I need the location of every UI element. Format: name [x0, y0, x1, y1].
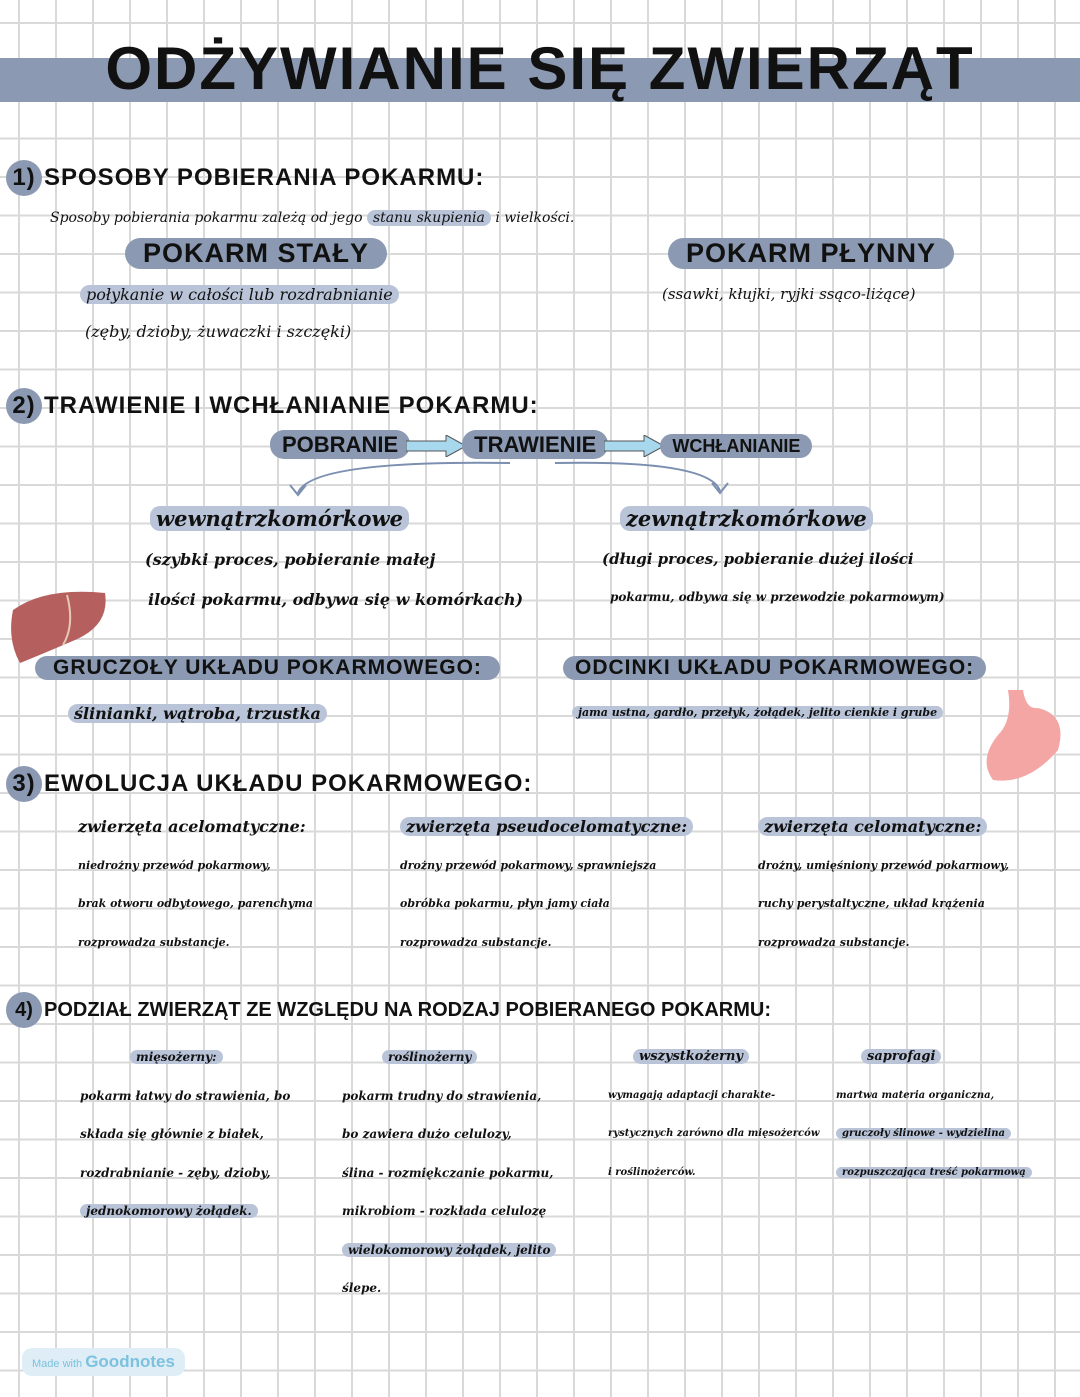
column-title: mięsożerny: — [130, 1050, 223, 1064]
column-line: rozprowadza substancje. — [78, 935, 230, 949]
solid-food-title: POKARM STAŁY — [125, 238, 387, 269]
column-line: mikrobiom - rozkłada celulozę — [342, 1204, 547, 1218]
column-line: gruczoły ślinowe - wydzielina — [836, 1128, 1011, 1139]
heading-text: PODZIAŁ ZWIERZĄT ZE WZGLĘDU NA RODZAJ POBIERANEGO POKARMU: — [44, 999, 772, 1021]
glands-text: ślinianki, wątroba, trzustka — [68, 704, 327, 723]
column-line: obróbka pokarmu, płyn jamy ciała — [400, 897, 610, 910]
section-2-heading — [6, 388, 539, 424]
column-line: brak otworu odbytowego, parenchyma — [78, 897, 314, 910]
column-line: drożny przewód pokarmowy, sprawniejsza — [400, 858, 657, 872]
flow-step: WCHŁANIANIE — [660, 434, 812, 458]
heading-text: EWOLUCJA UKŁADU POKARMOWEGO: — [44, 770, 533, 797]
goodnotes-badge — [22, 1348, 185, 1376]
evolution-column — [400, 808, 693, 962]
intro-a: Sposoby pobierania pokarmu zależą od jego — [50, 210, 367, 226]
section-4-heading — [6, 992, 771, 1028]
flow-step: TRAWIENIE — [462, 430, 608, 459]
intracellular-line-2: ilości pokarmu, odbywa się w komórkach) — [148, 590, 524, 609]
glands-title: GRUCZOŁY UKŁADU POKARMOWEGO: — [35, 656, 500, 680]
extracellular-title: zewnątrzkomórkowe — [620, 506, 873, 531]
heading-text: SPOSOBY POBIERANIA POKARMU: — [44, 164, 485, 191]
section-number: 3) — [6, 766, 42, 802]
section-number: 1) — [6, 160, 42, 196]
arrow-right-icon — [604, 435, 664, 457]
evolution-column — [78, 808, 313, 962]
column-line: składa się głównie z białek, — [80, 1127, 264, 1141]
column-line: wymagają adaptacji charakte- — [608, 1089, 776, 1101]
intro-text — [50, 210, 574, 226]
page-title: ODŻYWIANIE SIĘ ZWIERZĄT — [105, 35, 975, 102]
section-3-heading — [6, 766, 532, 802]
solid-line-2: (zęby, dzioby, żuwaczki i szczęki) — [85, 322, 352, 341]
column-line: bo zawiera dużo celulozy, — [342, 1127, 512, 1141]
liquid-food-title: POKARM PŁYNNY — [668, 238, 954, 269]
section-number: 2) — [6, 388, 42, 424]
column-line: rozprowadza substancje. — [758, 935, 910, 949]
column-title: zwierzęta acelomatyczne: — [78, 817, 306, 836]
heading-text: TRAWIENIE I WCHŁANIANIE POKARMU: — [44, 392, 539, 419]
column-line: rystycznych zarówno dla mięsożerców — [608, 1128, 820, 1139]
diet-column — [342, 1038, 556, 1308]
column-line: pokarm łatwy do strawienia, bo — [80, 1088, 291, 1103]
extracellular-line-2: pokarmu, odbywa się w przewodzie pokarmowym) — [610, 590, 945, 604]
solid-line-1: połykanie w całości lub rozdrabnianie — [80, 285, 399, 304]
evolution-column — [758, 808, 1009, 962]
diet-column — [80, 1038, 290, 1231]
column-line: i roślinożerców. — [608, 1166, 696, 1178]
intracellular-line-1: (szybki proces, pobieranie małej — [145, 550, 436, 569]
section-1-heading — [6, 160, 484, 196]
column-line: wielokomorowy żołądek, jelito — [342, 1243, 556, 1257]
column-line: martwa materia organiczna, — [836, 1089, 995, 1101]
column-title: saprofagi — [861, 1049, 941, 1064]
diet-column — [608, 1038, 819, 1192]
branch-arrows — [280, 455, 740, 500]
column-line: ślepe. — [342, 1281, 382, 1295]
column-title: zwierzęta celomatyczne: — [758, 817, 987, 836]
sections-title: ODCINKI UKŁADU POKARMOWEGO: — [563, 656, 986, 680]
liquid-line-1: (ssawki, kłujki, ryjki ssąco-liżące) — [662, 285, 916, 303]
column-line: ruchy perystaltyczne, układ krążenia — [758, 897, 985, 910]
column-line: rozpuszczająca treść pokarmową — [836, 1167, 1032, 1178]
intracellular-title: wewnątrzkomórkowe — [150, 506, 409, 531]
liver-illustration — [5, 585, 110, 665]
column-line: rozdrabnianie - zęby, dzioby, — [80, 1165, 271, 1180]
flow-step: POBRANIE — [270, 430, 410, 459]
brand-text: Goodnotes — [85, 1352, 175, 1371]
section-number: 4) — [6, 992, 42, 1028]
column-title: roślinożerny — [382, 1050, 477, 1064]
intro-b: i wielkości. — [490, 210, 575, 226]
stomach-illustration — [968, 690, 1068, 785]
column-line: niedrożny przewód pokarmowy, — [78, 858, 271, 872]
intro-highlight: stanu skupienia — [367, 210, 491, 226]
column-line: ślina - rozmiękczanie pokarmu, — [342, 1165, 554, 1180]
column-line: drożny, umięśniony przewód pokarmowy, — [758, 858, 1010, 872]
column-title: zwierzęta pseudocelomatyczne: — [400, 817, 693, 836]
made-with-text: Made with — [32, 1358, 83, 1370]
column-title: wszystkożerny — [633, 1049, 749, 1064]
column-line: pokarm trudny do strawienia, — [342, 1088, 542, 1103]
sections-text: jama ustna, gardło, przełyk, żołądek, jelito cienkie i grube — [572, 706, 943, 719]
column-line: rozprowadza substancje. — [400, 935, 552, 949]
extracellular-line-1: (długi proces, pobieranie dużej ilości — [602, 550, 914, 568]
column-line: jednokomorowy żołądek. — [80, 1204, 258, 1218]
arrow-right-icon — [406, 435, 466, 457]
diet-column — [836, 1038, 1032, 1192]
